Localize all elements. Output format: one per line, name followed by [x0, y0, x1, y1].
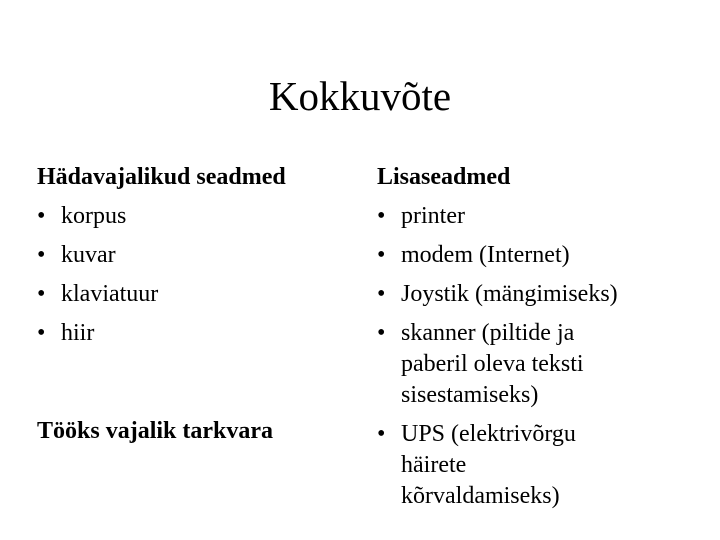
list-item-label: kuvar [61, 242, 116, 268]
additional-devices-heading: Lisaseadmed [377, 164, 511, 190]
essential-devices-list [37, 197, 357, 353]
additional-devices-list [377, 197, 707, 516]
bullet-icon: • [377, 242, 386, 268]
list-item [37, 236, 357, 275]
bullet-icon: • [377, 203, 386, 229]
list-item [37, 197, 357, 236]
list-item-label: korpus [61, 203, 127, 229]
bullet-icon: • [37, 281, 46, 307]
list-item [37, 275, 357, 314]
required-software-heading: Tööks vajalik tarkvara [37, 418, 274, 444]
bullet-icon: • [37, 203, 46, 229]
bullet-icon: • [377, 421, 386, 447]
list-item [37, 314, 357, 353]
additional-devices-column [377, 158, 707, 516]
list-item-label: UPS (elektrivõrgu häirete kõrvaldamiseks) [401, 421, 576, 509]
list-item-label: modem (Internet) [401, 242, 570, 268]
slide-title: Kokkuvõte [268, 73, 452, 119]
list-item-label: hiir [61, 320, 95, 346]
essential-devices-column [37, 158, 357, 353]
list-item-label: printer [401, 203, 465, 229]
list-item [377, 197, 707, 236]
bullet-icon: • [377, 320, 386, 346]
bullet-icon: • [37, 242, 46, 268]
list-item [377, 236, 707, 275]
list-item [377, 314, 707, 415]
list-item [377, 415, 707, 516]
bullet-icon: • [37, 320, 46, 346]
list-item-label: skanner (piltide ja paberil oleva teksti sisestamiseks) [401, 320, 584, 408]
list-item [377, 275, 707, 314]
essential-devices-heading: Hädavajalikud seadmed [37, 164, 286, 190]
list-item-label: Joystik (mängimiseks) [401, 281, 618, 307]
bullet-icon: • [377, 281, 386, 307]
list-item-label: klaviatuur [61, 281, 159, 307]
